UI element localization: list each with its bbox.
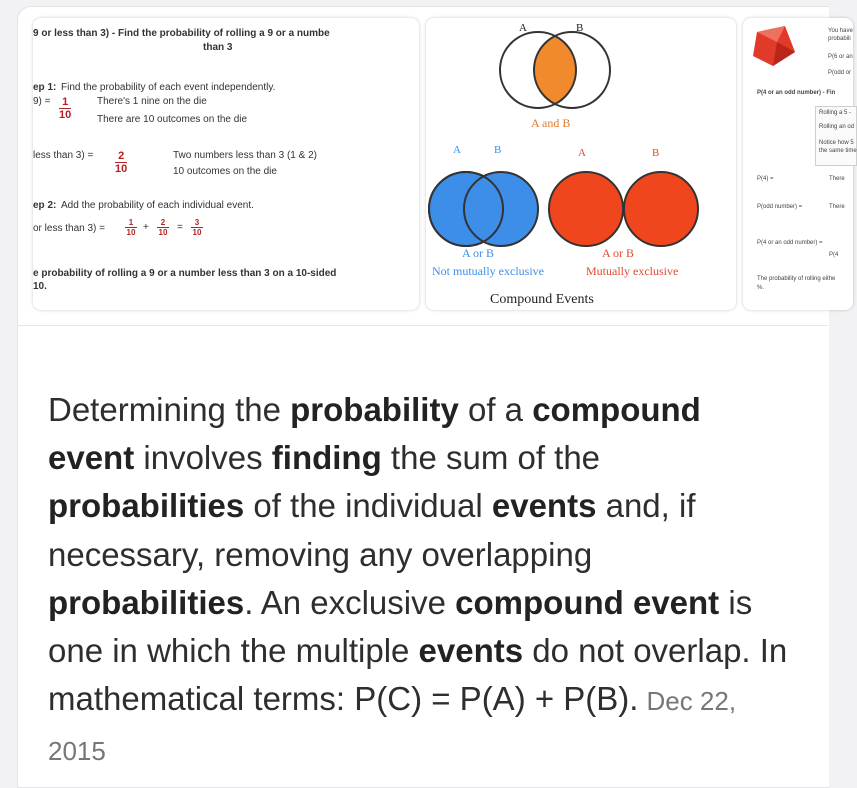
thumb3-line-12: P(odd number) = bbox=[757, 204, 803, 210]
snippet-text-run: of a bbox=[458, 391, 533, 428]
snippet-bold-term: probabilities bbox=[48, 487, 245, 525]
snippet-date: Dec 22, 2015 bbox=[48, 686, 737, 767]
thumb1-row2-note-b: 10 outcomes on the die bbox=[173, 166, 277, 177]
thumb1-sum-term-2: 2 10 bbox=[158, 218, 168, 237]
thumbnail-dice-worksheet[interactable] bbox=[743, 18, 857, 310]
venn-right-label-b: B bbox=[652, 147, 660, 159]
venn-left-label-a: A bbox=[453, 144, 461, 156]
thumb1-sum-plus: + bbox=[143, 222, 149, 233]
thumb1-step1-text: Find the probability of each event independently. bbox=[61, 82, 276, 93]
thumb1-row2-fraction: 2 10 bbox=[115, 150, 128, 175]
divider bbox=[17, 325, 828, 326]
thumb3-line-13: There bbox=[829, 204, 845, 210]
snippet-bold-term: compound event bbox=[455, 583, 720, 621]
thumbnail-compound-events[interactable] bbox=[426, 18, 736, 310]
thumb3-line-11: There bbox=[829, 176, 845, 182]
snippet-bold-term: events bbox=[418, 632, 524, 670]
thumb1-sum-left: or less than 3) = bbox=[33, 223, 105, 234]
thumb1-row1-note-b: There are 10 outcomes on the die bbox=[97, 114, 248, 125]
snippet-text-run: Determining the bbox=[48, 391, 291, 428]
snippet-bold-term: events bbox=[491, 487, 597, 525]
thumb3-line-10: P(4) = bbox=[757, 176, 774, 182]
venn-left-circle-b bbox=[464, 172, 538, 246]
thumb3-line-7: Rolling an od bbox=[819, 124, 855, 130]
venn-top-label-b: B bbox=[576, 22, 584, 34]
thumb1-conclusion: e probability of rolling a 9 or a number less than 3 on a 10-sided bbox=[33, 268, 337, 279]
thumb1-row2-note-a: Two numbers less than 3 (1 & 2) bbox=[173, 150, 317, 161]
thumb3-line-15: P(4 bbox=[829, 252, 839, 258]
venn-left-label-b: B bbox=[494, 144, 502, 156]
snippet-bold-term: compound event bbox=[48, 391, 701, 477]
thumb1-conclusion-cont: 10. bbox=[33, 281, 47, 292]
thumb3-line-2: probabili bbox=[828, 36, 851, 42]
image-carousel[interactable] bbox=[33, 18, 857, 310]
thumbnail-probability-steps[interactable] bbox=[33, 18, 419, 310]
snippet-text-run: do not overlap. In mathematical terms: P(C) = P(A) + P(B). bbox=[48, 632, 788, 718]
thumb1-sum-term-1: 1 10 bbox=[126, 218, 136, 237]
thumb1-step2-label: ep 2: bbox=[33, 200, 57, 211]
thumb1-step1-label: ep 1: bbox=[33, 82, 57, 93]
thumb1-row1-left: 9) = bbox=[33, 96, 51, 107]
thumb1-title: 9 or less than 3) - Find the probability of rolling a 9 or a numbe bbox=[33, 28, 330, 39]
venn-right-circle-b bbox=[624, 172, 698, 246]
snippet-body bbox=[48, 391, 787, 717]
snippet-text-run: and, if necessary, removing any overlapping bbox=[48, 487, 696, 573]
snippet-text-run: the sum of the bbox=[381, 439, 601, 477]
venn-right-caption: A or B bbox=[602, 246, 635, 260]
thumb1-sum-equals: = bbox=[177, 222, 183, 233]
thumb3-line-9: the same time bbox=[819, 148, 857, 154]
thumb3-line-8: Notice how 5 bbox=[819, 140, 854, 146]
snippet-text-run: is one in which the multiple bbox=[48, 583, 753, 670]
snippet-bold-term: finding bbox=[271, 439, 382, 477]
thumb1-row2-left: less than 3) = bbox=[33, 150, 94, 161]
featured-snippet-text bbox=[48, 386, 788, 776]
thumb3-line-6: Rolling a 5 - bbox=[819, 110, 852, 116]
venn-right-subcaption: Mutually exclusive bbox=[586, 264, 679, 278]
snippet-bold-term: probability bbox=[290, 391, 459, 428]
venn-footer-title: Compound Events bbox=[490, 292, 594, 307]
thumb3-line-17: %. bbox=[757, 285, 765, 291]
venn-left-subcaption: Not mutually exclusive bbox=[432, 264, 544, 278]
thumb3-line-5: P(4 or an odd number) - Fin bbox=[757, 90, 836, 96]
thumb1-step2-text: Add the probability of each individual event. bbox=[61, 200, 254, 211]
thumb3-line-1: You have bbox=[828, 28, 853, 34]
thumb1-sum-term-3: 3 10 bbox=[192, 218, 202, 237]
venn-intersection-caption: A and B bbox=[531, 116, 571, 130]
thumb3-line-3: P(6 or an bbox=[828, 54, 853, 60]
venn-right-circle-a bbox=[549, 172, 623, 246]
thumb3-line-14: P(4 or an odd number) = bbox=[757, 240, 823, 246]
snippet-bold-term: probabilities bbox=[48, 583, 245, 621]
venn-right-label-a: A bbox=[578, 147, 586, 159]
venn-top-label-a: A bbox=[519, 22, 527, 34]
thumb3-line-4: P(odd or bbox=[828, 70, 852, 76]
thumb1-title-cont: than 3 bbox=[203, 42, 233, 53]
thumb1-row1-note-a: There's 1 nine on the die bbox=[97, 96, 207, 107]
snippet-text-run: of the individual bbox=[244, 487, 492, 525]
venn-left-caption: A or B bbox=[462, 246, 495, 260]
snippet-text-run: . An exclusive bbox=[244, 583, 456, 621]
thumb1-row1-fraction: 1 10 bbox=[59, 96, 72, 121]
snippet-text-run: involves bbox=[134, 439, 272, 477]
thumb3-line-16: The probability of rolling eithe bbox=[757, 276, 836, 282]
